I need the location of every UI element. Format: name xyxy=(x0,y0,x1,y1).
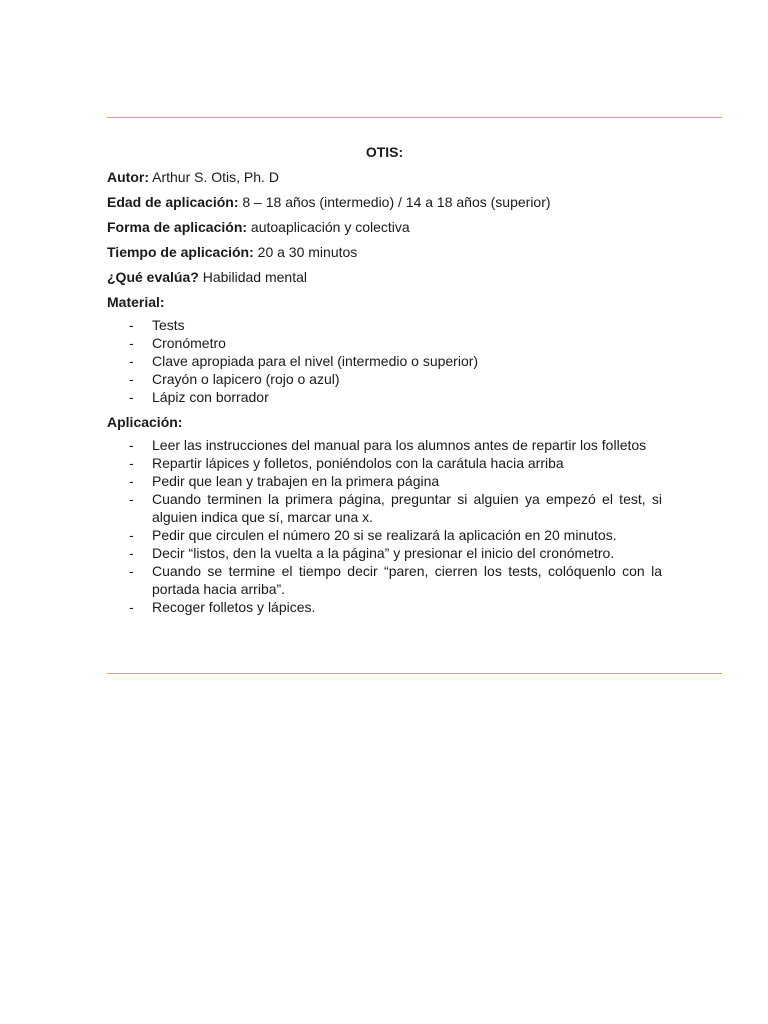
list-item xyxy=(107,436,662,454)
field-value: 20 a 30 minutos xyxy=(253,244,358,260)
field-label: Forma de aplicación: xyxy=(107,219,248,235)
field-label: Edad de aplicación: xyxy=(107,194,239,210)
list-item xyxy=(107,472,662,490)
list-item-text: Crayón o lapicero (rojo o azul) xyxy=(152,371,340,387)
aplicacion-list xyxy=(107,436,662,616)
field-value: 8 – 18 años (intermedio) / 14 a 18 años (superior) xyxy=(238,194,551,210)
list-item xyxy=(107,352,662,370)
list-item-text: Cuando terminen la primera página, preguntar si alguien ya empezó el test, si alguien indica que sí, marcar una x. xyxy=(152,491,662,525)
dash-marker: - xyxy=(129,335,134,351)
document-content xyxy=(107,142,662,622)
list-item xyxy=(107,526,662,544)
list-item-text: Cronómetro xyxy=(152,335,226,351)
bottom-divider xyxy=(107,673,722,674)
dash-marker: - xyxy=(129,545,134,561)
top-divider xyxy=(107,117,722,118)
dash-marker: - xyxy=(129,371,134,387)
list-item-text: Decir “listos, den la vuelta a la página” y presionar el inicio del cronómetro. xyxy=(152,545,615,561)
dash-marker: - xyxy=(129,317,134,333)
field-value: Arthur S. Otis, Ph. D xyxy=(149,169,279,185)
field-autor xyxy=(107,167,662,187)
field-evalua xyxy=(107,267,662,287)
field-tiempo xyxy=(107,242,662,262)
list-item xyxy=(107,388,662,406)
field-edad xyxy=(107,192,662,212)
list-item-text: Clave apropiada para el nivel (intermedio o superior) xyxy=(152,353,479,369)
list-item xyxy=(107,370,662,388)
field-value: Habilidad mental xyxy=(198,269,307,285)
list-item-text: Cuando se termine el tiempo decir “paren, cierren los tests, colóquenlo con la portada hacia arriba”. xyxy=(152,563,662,597)
field-label: Tiempo de aplicación: xyxy=(107,244,254,260)
aplicacion-heading: Aplicación: xyxy=(107,414,183,430)
dash-marker: - xyxy=(129,527,134,543)
dash-marker: - xyxy=(129,437,134,453)
dash-marker: - xyxy=(129,473,134,489)
field-forma xyxy=(107,217,662,237)
list-item xyxy=(107,454,662,472)
document-title: OTIS: xyxy=(365,144,404,160)
list-item xyxy=(107,334,662,352)
list-item xyxy=(107,316,662,334)
list-item-text: Leer las instrucciones del manual para los alumnos antes de repartir los folletos xyxy=(152,437,647,453)
dash-marker: - xyxy=(129,389,134,405)
list-item-text: Pedir que lean y trabajen en la primera página xyxy=(152,473,440,489)
list-item xyxy=(107,490,662,526)
list-item-text: Pedir que circulen el número 20 si se realizará la aplicación en 20 minutos. xyxy=(152,527,617,543)
field-label: ¿Qué evalúa? xyxy=(107,269,199,285)
list-item-text: Recoger folletos y lápices. xyxy=(152,599,316,615)
dash-marker: - xyxy=(129,491,134,507)
list-item-text: Repartir lápices y folletos, poniéndolos con la carátula hacia arriba xyxy=(152,455,564,471)
list-item xyxy=(107,544,662,562)
list-item xyxy=(107,562,662,598)
dash-marker: - xyxy=(129,563,134,579)
field-value: autoaplicación y colectiva xyxy=(247,219,410,235)
list-item-text: Lápiz con borrador xyxy=(152,389,269,405)
field-label: Autor: xyxy=(107,169,149,185)
dash-marker: - xyxy=(129,353,134,369)
dash-marker: - xyxy=(129,599,134,615)
material-heading: Material: xyxy=(107,294,165,310)
list-item-text: Tests xyxy=(152,317,185,333)
dash-marker: - xyxy=(129,455,134,471)
list-item xyxy=(107,598,662,616)
material-list xyxy=(107,316,662,406)
